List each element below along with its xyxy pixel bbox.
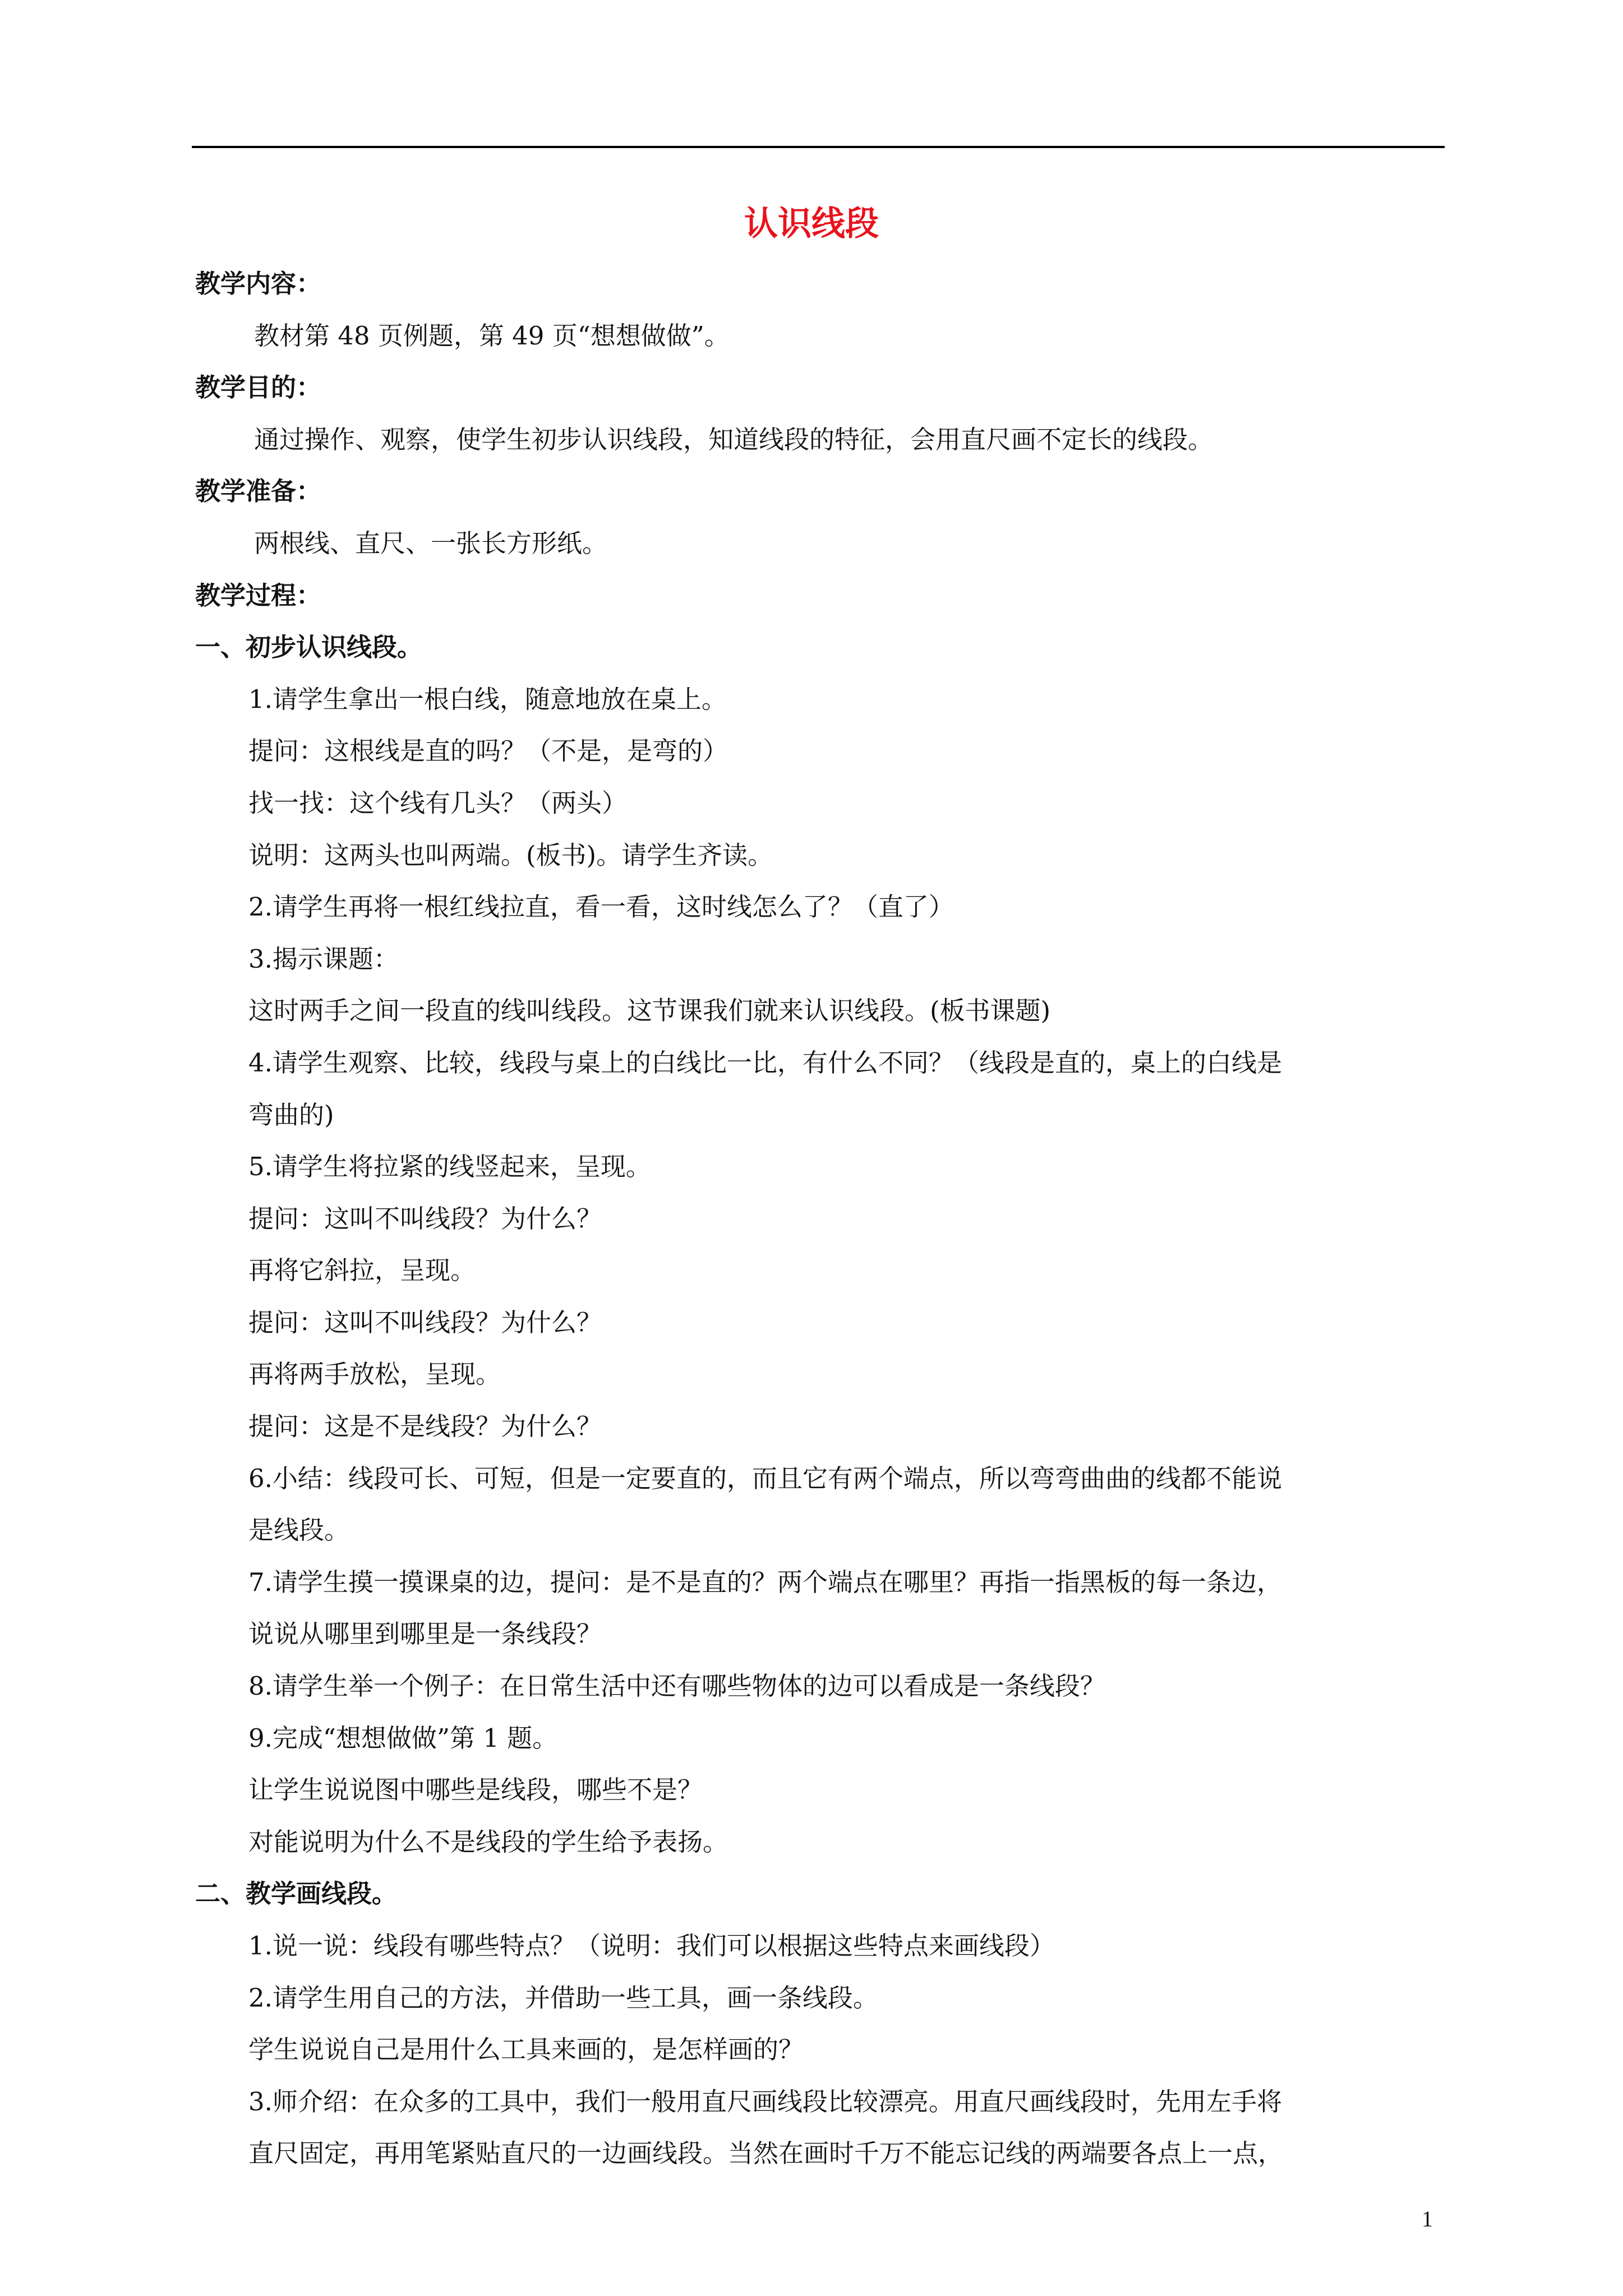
section-heading: 教学准备： [195,476,322,507]
body-line: 再将它斜拉，呈现。 [248,1255,476,1286]
body-line: 提问：这叫不叫线段？为什么？ [248,1203,602,1234]
body-line: 9.完成“想想做做”第 1 题。 [248,1723,558,1753]
body-line: 教材第 48 页例题，第 49 页“想想做做”。 [254,320,730,351]
body-line: 3.揭示课题： [248,944,399,974]
body-line: 2.请学生用自己的方法，并借助一些工具，画一条线段。 [248,1982,878,2013]
body-line: 提问：这根线是直的吗？（不是，是弯的） [248,736,728,766]
body-line: 4.请学生观察、比较，线段与桌上的白线比一比，有什么不同？（线段是直的，桌上的白线是 [248,1047,1282,1078]
body-line: 学生说说自己是用什么工具来画的，是怎样画的？ [248,2035,804,2065]
body-line: 7.请学生摸一摸课桌的边，提问：是不是直的？两个端点在哪里？再指一指黑板的每一条边， [248,1567,1282,1597]
body-line: 找一找：这个线有几头？（两头） [248,788,628,818]
body-line: 1.说一说：线段有哪些特点？（说明：我们可以根据这些特点来画线段） [248,1931,1055,1961]
body-line: 是线段。 [248,1515,350,1545]
body-line: 提问：这叫不叫线段？为什么？ [248,1307,602,1337]
body-line: 8.请学生举一个例子：在日常生活中还有哪些物体的边可以看成是一条线段？ [248,1671,1105,1701]
body-line: 直尺固定，再用笔紧贴直尺的一边画线段。当然在画时千万不能忘记线的两端要各点上一点， [248,2138,1284,2169]
body-line: 对能说明为什么不是线段的学生给予表扬。 [248,1826,728,1857]
body-line: 再将两手放松，呈现。 [248,1359,501,1389]
document-body [195,258,1447,2180]
body-line: 6.小结：线段可长、可短，但是一定要直的，而且它有两个端点，所以弯弯曲曲的线都不能说 [248,1463,1282,1493]
body-line: 通过操作、观察，使学生初步认识线段，知道线段的特征，会用直尺画不定长的线段。 [254,424,1214,454]
body-line: 1.请学生拿出一根白线，随意地放在桌上。 [248,684,727,714]
section-heading: 一、初步认识线段。 [195,632,423,662]
body-line: 5.请学生将拉紧的线竖起来，呈现。 [248,1152,651,1182]
section-heading: 教学目的： [195,372,322,403]
body-line: 2.请学生再将一根红线拉直，看一看，这时线怎么了？（直了） [248,892,954,922]
body-line: 说明：这两头也叫两端。(板书)。请学生齐读。 [248,840,773,870]
body-line: 这时两手之间一段直的线叫线段。这节课我们就来认识线段。(板书课题) [248,996,1051,1026]
section-heading: 二、教学画线段。 [195,1879,398,1909]
body-line: 弯曲的) [248,1099,334,1130]
section-heading: 教学过程： [195,580,322,610]
body-line: 让学生说说图中哪些是线段，哪些不是？ [248,1775,703,1805]
body-line: 提问：这是不是线段？为什么？ [248,1411,602,1442]
header-rule [192,146,1445,148]
body-line: 3.师介绍：在众多的工具中，我们一般用直尺画线段比较漂亮。用直尺画线段时，先用左手将 [248,2086,1282,2116]
section-heading: 教学内容： [195,269,322,298]
body-line: 说说从哪里到哪里是一条线段？ [248,1619,602,1649]
body-line: 两根线、直尺、一张长方形纸。 [254,528,608,558]
document-title: 认识线段 [744,204,879,243]
page-number: 1 [1422,2206,1433,2231]
